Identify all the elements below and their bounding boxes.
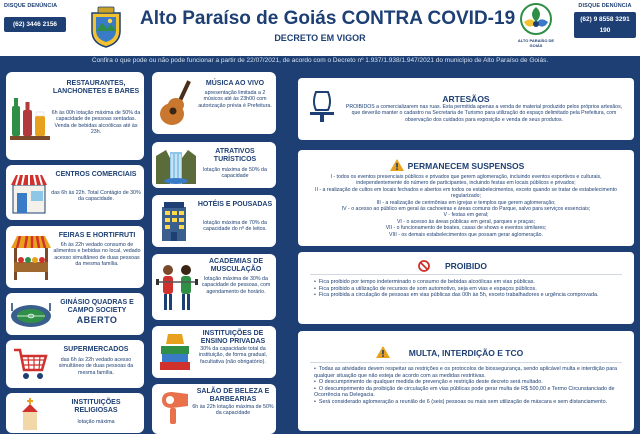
card-text: das 6h às 22h vedado acesso simultâneo de duas pessoas da mesma família. [58, 357, 134, 376]
prohibited-item: • Fica proibida a circulação de pessoas em vias públicas das 00h às 5h, exceto trabalhadores e urgência comprovada. [314, 292, 626, 299]
panel-title: ARTESÃOS [442, 94, 490, 104]
card-title: ATRATIVOS TURÍSTICOS [213, 148, 257, 163]
suspended-item: VIII - os demais estabelecimentos que possam gerar aglomeração. [389, 231, 543, 238]
suspended-list [312, 174, 620, 238]
panel-artisans [298, 78, 634, 140]
market-stall-icon [10, 232, 52, 282]
suspended-item: I - todos os eventos presenciais públicos e privados que gerem aglomeração, incluindo eventos esportivos e culturais, independentemente do número de participantes, incluindo festas em locais públicos e privados; [330, 174, 602, 187]
waterfall-icon [156, 146, 196, 184]
card-text: 30% da capacidade total da instituição, de forma gradual, facultativa (não obrigatório). [198, 346, 267, 365]
divider [310, 274, 622, 275]
card-title: INSTITUIÇÕES RELIGIOSAS [71, 399, 121, 414]
card-title: CENTROS COMERCIAIS [55, 171, 137, 178]
card-text: 6h às 00h lotação máxima de 50% da capacidade de pessoas sentadas. Venda de bebidas alcoólicas até às 23h. [51, 110, 141, 136]
hair-dryer-icon [158, 390, 192, 426]
card-title: FEIRAS E HORTIFRUTI [58, 232, 136, 239]
divider [310, 362, 622, 363]
books-icon [158, 332, 192, 372]
hotline-number[interactable] [574, 12, 636, 38]
hotline-left [4, 3, 66, 32]
restaurant-bottles-icon [10, 86, 50, 142]
card-title: GINÁSIO QUADRAS E CAMPO SOCIETY [60, 299, 134, 314]
card-title: SALÃO DE BELEZA E BARBEARIAS [196, 388, 270, 403]
card-text: lotação máxima de 50% da capacidade [203, 167, 267, 180]
city-logo-icon [516, 2, 556, 38]
panel-text: PROIBIDOS a comercializarem nas ruas. Esta permitida apenas a venda de material produzido pelos próprios artesãos, que deverão manter o cadastro na Secretaria de Turismo para utilização do espaço delimitado pela Prefeitura, com observação dos cuidados para exposição e venda de seus produtos. [345, 104, 623, 123]
card-text: apresentação limitada a 2 músicos até às 23h00 com autorização prévia é Prefeitura. [198, 90, 272, 109]
card-text: das 6h às 22h. Total Contágio de 30% da capacidade. [51, 190, 141, 203]
card-religious [6, 393, 144, 433]
card-gym-courts [6, 293, 144, 335]
card-text: 6h às 22h lotação máxima de 50% da capacidade [192, 404, 274, 417]
hotline-short[interactable]: 190 [599, 27, 611, 34]
card-live-music [152, 72, 276, 134]
suspended-item: V - festas em geral; [443, 212, 489, 219]
hotline-title: DISQUE DENÚNCIA [4, 3, 58, 9]
card-title: HOTÉIS E POUSADAS [197, 201, 273, 208]
panel-suspended [298, 150, 634, 246]
suspended-item: VII - o funcionamento de boates, casas de shows e eventos similares; [385, 225, 547, 232]
card-title: INSTITUIÇÕES DE ENSINO PRIVADAS [200, 330, 266, 345]
municipal-crest-icon [88, 5, 124, 49]
hotline-number[interactable]: (62) 3446 2156 [4, 17, 66, 32]
card-title: ACADEMIAS DE MUSCULAÇÃO [208, 258, 264, 273]
card-supermarkets [6, 340, 144, 388]
panel-title: MULTA, INTERDIÇÃO E TCO [408, 348, 524, 358]
fines-list [314, 366, 626, 406]
stadium-icon [10, 299, 52, 329]
card-gyms [152, 254, 276, 320]
suspended-item: III - a realização de cerimônias em igrejas e templos que gerem aglomeração; [376, 199, 556, 206]
card-title: RESTAURANTES, LANCHONETES E BARES [52, 80, 140, 95]
card-title: MÚSICA AO VIVO [205, 80, 265, 87]
fines-item: • O descumprimento de qualquer medida de prevenção e restrição deste decreto será multado. [314, 379, 626, 386]
page-title: Alto Paraíso de Goiás CONTRA COVID-19 [140, 8, 516, 29]
city-logo [516, 2, 556, 52]
gym-people-icon [156, 260, 198, 314]
card-text: lotação máxima de 70% da capacidade do nº de leitos. [203, 220, 267, 233]
card-text: lotação máxima [77, 419, 115, 425]
intro-text: Confira o que pode ou não pode funcionar a partir de 22/07/2021, de acordo com o Decreto nº 1.937/1.938/1.947/2021 do município de Alto Paraíso de Goiás. [91, 57, 549, 64]
status-badge: ABERTO [76, 315, 118, 325]
hotline-right [574, 3, 636, 38]
store-front-icon [10, 171, 48, 215]
card-commercial [6, 165, 144, 220]
panel-prohibited [298, 252, 634, 324]
card-restaurants [6, 72, 144, 160]
prohibited-list [314, 279, 626, 299]
hotel-icon [158, 201, 190, 241]
card-title: SUPERMERCADOS [63, 346, 129, 353]
header [0, 0, 640, 56]
card-fairs [6, 226, 144, 288]
panel-title: PERMANECEM SUSPENSOS [407, 161, 525, 171]
panel-title: PROIBIDO [444, 261, 488, 271]
hotline-title: DISQUE DENÚNCIA [578, 3, 632, 9]
card-tourism [152, 142, 276, 188]
card-beauty-salons [152, 384, 276, 434]
suspended-item: IV - o acesso ao público em geral às cachoeiras e áreas comuns do Parque, salvo para serviços essenciais; [341, 206, 591, 213]
shopping-cart-icon [12, 346, 48, 382]
fines-item: • O descumprimento da proibição de circulação em vias públicas pode gerar multa de R$ 500,00 e Termo Circunstanciado de Ocorrência na Delegacia. [314, 386, 626, 399]
suspended-item: II - a realização de cultos em locais fechados e abertos em todos os estabelecimentos, exceto quando se tratar de estabelecimento regularizado; [315, 186, 617, 200]
panel-fines [298, 331, 634, 431]
card-hotels [152, 195, 276, 247]
guitar-icon [156, 78, 196, 128]
suspended-item: VI - o acesso às áreas públicas em geral, parques e praças; [396, 218, 536, 225]
fines-item: • Todas as atividades devem respeitar as restrições e os protocolos de biossegurança, sendo aplicável multa e interdição para qualquer situação que não esteja de acordo com as medidas restritivas. [314, 366, 626, 379]
city-logo-text: ALTO PARAÍSO DE GOIÁS [517, 38, 555, 48]
page-subtitle: DECRETO EM VIGOR [274, 33, 366, 43]
prohibited-item: • Fica proibido a utilização de recursos de som automotivo, seja em vias e espaços públicos. [314, 286, 626, 293]
card-text: 6h às 22h vedado consumo de alimentos e bebidas no local, vedado acesso simultâneo de duas pessoas da mesma família. [53, 242, 141, 268]
card-text: lotação máxima de 30% da capacidade de pessoas, com agendamento de horário. [201, 276, 271, 295]
church-icon [14, 396, 46, 430]
card-private-schools [152, 326, 276, 378]
hotline-phone[interactable]: (62) 9 8558 3291 [580, 16, 630, 23]
fines-item: • Será considerado aglomeração a reunião de 6 (seis) pessoas ou mais sem utilização de máscara e sem distanciamento. [314, 399, 626, 406]
prohibited-item: • Fica proibido por tempo indeterminado o consumo de bebidas alcoólicas em vias públicas. [314, 279, 626, 286]
